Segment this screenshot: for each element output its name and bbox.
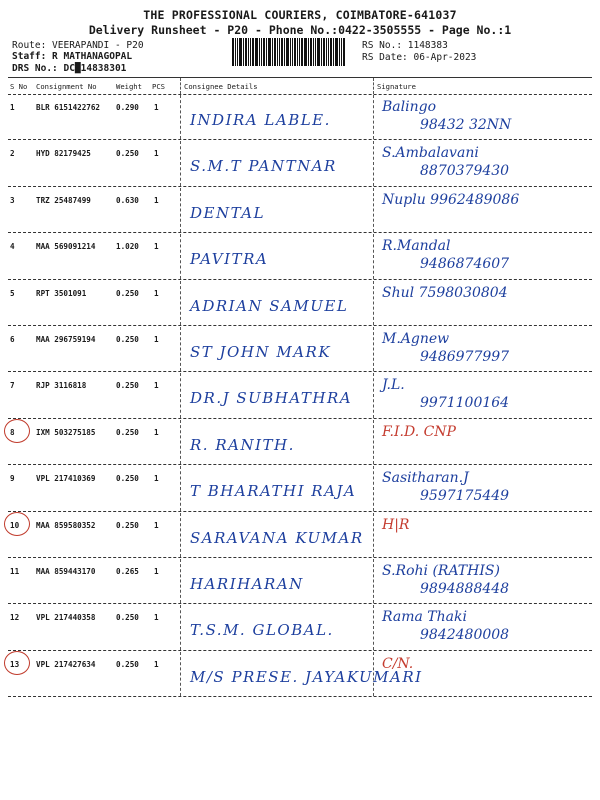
row-pcs: 1 <box>154 659 159 669</box>
row-signature: Shul 7598030804 <box>382 284 508 301</box>
row-signature-phone: 9597175449 <box>420 488 510 505</box>
row-signature: Sasitharan.J <box>382 470 469 487</box>
row-sno: 3 <box>10 195 15 205</box>
row-consignment-no: IXM 503275185 <box>36 427 96 437</box>
row-consignment-no: RJP 3116818 <box>36 381 87 391</box>
row-sno: 2 <box>10 149 15 159</box>
row-consignment-no: MAA 296759194 <box>36 335 96 344</box>
row-rule <box>8 232 592 233</box>
row-consignment-no: MAA 859443170 <box>36 567 96 576</box>
col-divider <box>180 466 181 510</box>
row-pcs: 1 <box>154 520 159 530</box>
row-pcs: 1 <box>154 427 159 437</box>
row-consignment-no: VPL 217410369 <box>36 474 96 484</box>
row-consignment-no: VPL 217440358 <box>36 613 96 623</box>
row-sno: 10 <box>10 520 20 530</box>
row-consignee: M/S PRESE. JAYAKUMARI <box>190 667 423 686</box>
row-consignee: T BHARATHI RAJA <box>190 482 357 501</box>
col-divider <box>373 605 374 649</box>
row-rule <box>8 603 592 604</box>
col-consignment: Consignment No <box>36 82 97 91</box>
row-sno: 11 <box>10 567 20 576</box>
col-divider <box>373 327 374 371</box>
row-signature: C/N. <box>382 655 414 672</box>
col-weight: Weight <box>116 82 142 91</box>
col-divider <box>180 652 181 696</box>
barcode <box>232 38 350 66</box>
row-signature-phone: 9486977997 <box>420 349 510 365</box>
row-rule <box>8 418 592 419</box>
row-signature: F.I.D. CNP <box>382 423 456 440</box>
row-consignee: R. RANITH. <box>190 435 295 454</box>
row-sno: 5 <box>10 288 15 298</box>
row-weight: 0.250 <box>116 659 139 669</box>
row-pcs: 1 <box>154 242 159 252</box>
row-consignment-no: VPL 217427634 <box>36 659 96 669</box>
row-consignment-no: HYD 82179425 <box>36 149 91 159</box>
row-signature: J.L. <box>382 377 405 394</box>
col-divider <box>373 281 374 325</box>
row-weight: 0.250 <box>116 474 139 484</box>
col-sno: S No <box>10 82 28 91</box>
row-weight: 0.250 <box>116 520 139 530</box>
col-divider <box>180 188 181 232</box>
col-divider <box>373 141 374 185</box>
rs-date: RS Date: 06-Apr-2023 <box>362 52 477 63</box>
row-sno: 1 <box>10 103 15 112</box>
row-weight: 0.250 <box>116 335 139 344</box>
row-consignee: ST JOHN MARK <box>190 343 332 361</box>
row-signature-phone: 9971100164 <box>420 395 510 412</box>
row-pcs: 1 <box>154 567 159 576</box>
runsheet-subtitle: Delivery Runsheet - P20 - Phone No.:0422-3505555 - Page No.:1 <box>88 23 512 37</box>
row-signature-phone: 9842480008 <box>420 627 510 644</box>
row-consignee: PAVITRA <box>190 250 269 269</box>
col-divider <box>373 373 374 417</box>
row-consignee: SARAVANA KUMAR <box>190 528 364 547</box>
row-consignment-no: RPT 3501091 <box>36 288 87 298</box>
staff-label: Staff: R MATHANAGOPAL <box>12 51 133 62</box>
row-sno: 8 <box>10 427 15 437</box>
row-consignee: T.S.M. GLOBAL. <box>190 621 334 640</box>
col-divider <box>180 605 181 649</box>
row-sno: 6 <box>10 335 15 344</box>
row-rule <box>8 139 592 140</box>
row-sno: 7 <box>10 381 15 391</box>
row-sno: 4 <box>10 242 15 252</box>
row-signature-phone: 98432 32NN <box>420 117 512 133</box>
row-signature-phone: 9894888448 <box>420 581 510 597</box>
col-divider <box>373 513 374 557</box>
header-bottom-rule <box>8 94 592 95</box>
col-divider <box>180 234 181 278</box>
col-divider <box>373 234 374 278</box>
drs-number: DRS No.: DC█14838301 <box>12 63 127 74</box>
row-weight: 1.020 <box>116 242 139 252</box>
row-pcs: 1 <box>154 288 159 298</box>
row-pcs: 1 <box>154 195 159 205</box>
row-consignee: DENTAL <box>190 203 266 222</box>
col-divider <box>180 373 181 417</box>
circle-mark <box>4 419 30 443</box>
row-weight: 0.250 <box>116 381 139 391</box>
row-rule <box>8 511 592 512</box>
row-consignee: ADRIAN SAMUEL <box>190 296 349 315</box>
row-signature-phone: 9486874607 <box>420 256 510 273</box>
row-signature: Balingo <box>382 99 436 115</box>
col-divider <box>180 281 181 325</box>
row-signature: S.Ambalavani <box>382 145 479 162</box>
row-weight: 0.265 <box>116 567 139 576</box>
route-label: Route: VEERAPANDI - P20 <box>12 40 144 51</box>
row-rule <box>8 186 592 187</box>
row-consignment-no: TRZ 25487499 <box>36 195 91 205</box>
row-weight: 0.630 <box>116 195 139 205</box>
row-pcs: 1 <box>154 103 159 112</box>
row-rule <box>8 557 592 558</box>
col-divider <box>373 95 374 139</box>
row-pcs: 1 <box>154 474 159 484</box>
col-divider <box>373 420 374 464</box>
company-title: THE PROFESSIONAL COURIERS, COIMBATORE-641037 <box>143 8 457 22</box>
col-divider <box>180 327 181 371</box>
row-rule <box>8 650 592 651</box>
row-weight: 0.250 <box>116 613 139 623</box>
row-consignee: DR.J SUBHATHRA <box>190 389 353 408</box>
row-weight: 0.250 <box>116 288 139 298</box>
row-signature-phone: 8870379430 <box>420 163 510 180</box>
row-sno: 9 <box>10 474 15 484</box>
row-rule <box>8 371 592 372</box>
row-signature: Rama Thaki <box>382 609 467 626</box>
row-consignment-no: MAA 859580352 <box>36 520 96 530</box>
row-sno: 13 <box>10 659 20 669</box>
col-divider <box>180 78 181 94</box>
row-sno: 12 <box>10 613 20 623</box>
col-divider <box>180 95 181 139</box>
col-divider <box>373 652 374 696</box>
col-divider <box>180 141 181 185</box>
row-consignee: INDIRA LABLE. <box>190 111 331 129</box>
row-rule <box>8 696 592 697</box>
row-weight: 0.290 <box>116 103 139 112</box>
row-pcs: 1 <box>154 335 159 344</box>
row-consignee: HARIHARAN <box>190 575 304 593</box>
col-divider <box>373 188 374 232</box>
col-consignee: Consignee Details <box>184 82 258 91</box>
col-divider <box>180 513 181 557</box>
col-divider <box>373 78 374 94</box>
row-signature: M.Agnew <box>382 331 450 347</box>
row-consignment-no: BLR 6151422762 <box>36 103 101 112</box>
col-signature: Signature <box>377 82 416 91</box>
row-signature: Nuplu 9962489086 <box>382 191 520 208</box>
row-signature: S.Rohi (RATHIS) <box>382 563 500 579</box>
rs-number: RS No.: 1148383 <box>362 40 448 51</box>
row-pcs: 1 <box>154 381 159 391</box>
col-pcs: PCS <box>152 82 165 91</box>
header-top-rule <box>8 77 592 78</box>
row-weight: 0.250 <box>116 149 139 159</box>
row-rule <box>8 325 592 326</box>
row-signature: H|R <box>382 516 410 533</box>
row-consignment-no: MAA 569091214 <box>36 242 96 252</box>
row-rule <box>8 464 592 465</box>
col-divider <box>180 420 181 464</box>
row-pcs: 1 <box>154 149 159 159</box>
row-signature: R.Mandal <box>382 238 451 255</box>
row-pcs: 1 <box>154 613 159 623</box>
col-divider <box>373 466 374 510</box>
col-divider <box>180 559 181 603</box>
row-weight: 0.250 <box>116 427 139 437</box>
col-divider <box>373 559 374 603</box>
row-consignee: S.M.T PANTNAR <box>190 157 337 176</box>
row-rule <box>8 279 592 280</box>
